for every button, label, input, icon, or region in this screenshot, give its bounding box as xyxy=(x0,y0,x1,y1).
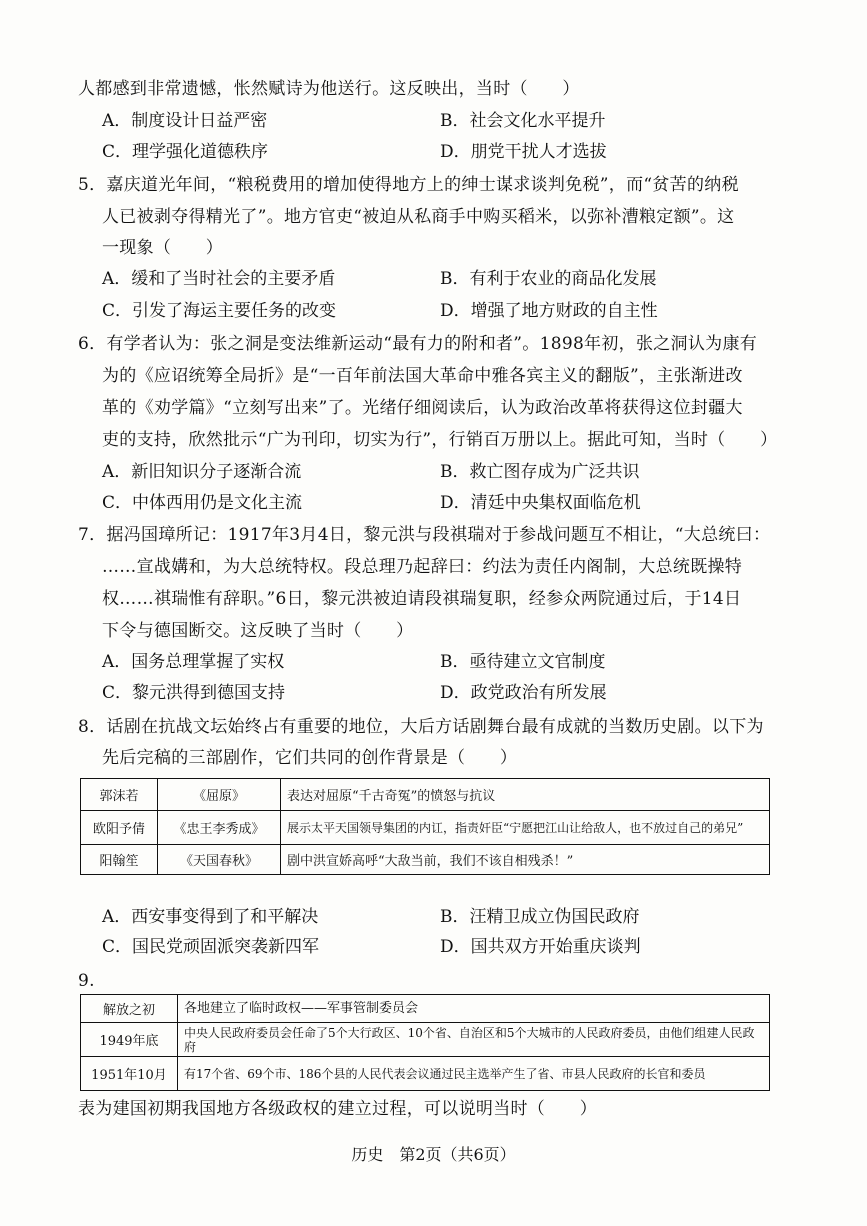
period-cell: 1949年底 xyxy=(81,1023,178,1057)
description-cell: 剧中洪宣娇高呼“大敌当前，我们不该自相残杀！” xyxy=(281,845,770,875)
author-cell: 郭沫若 xyxy=(81,779,158,811)
q9-number: 9. xyxy=(78,971,95,991)
play-title-cell: 《忠王李秀成》 xyxy=(158,811,281,845)
q4-option-a: A．制度设计日益严密 xyxy=(102,111,268,131)
q5-option-d: D．增强了地方财政的自主性 xyxy=(440,301,658,321)
period-cell: 1951年10月 xyxy=(81,1057,178,1091)
play-title-cell: 《屈原》 xyxy=(158,779,281,811)
q4-stem-tail: 人都感到非常遗憾，怅然赋诗为他送行。这反映出，当时（ ） xyxy=(78,79,580,99)
q6-option-b: B．救亡图存成为广泛共识 xyxy=(440,462,640,482)
description-cell: 表达对屈原“千古奇冤”的愤怒与抗议 xyxy=(281,779,770,811)
q8-stem-line-1: 8．话剧在抗战文坛始终占有重要的地位，大后方话剧舞台最有成就的当数历史剧。以下为 xyxy=(78,717,764,737)
q8-option-a: A．西安事变得到了和平解决 xyxy=(102,907,319,927)
page-footer: 历史 第2页（共6页） xyxy=(351,1145,516,1164)
table-row xyxy=(81,1023,770,1057)
table-row xyxy=(81,779,770,811)
q8-option-c: C．国民党顽固派突袭新四军 xyxy=(102,937,320,957)
q6-stem-line-4: 吏的支持，欣然批示“广为刊印，切实为行”，行销百万册以上。据此可知，当时（ ） xyxy=(102,430,778,450)
table-row xyxy=(81,1057,770,1091)
q7-stem-line-2: ……宣战媾和，为大总统特权。段总理乃起辞曰：约法为责任内阁制，大总统既操特 xyxy=(102,557,743,577)
q5-stem-line-1: 5．嘉庆道光年间，“粮税费用的增加使得地方上的绅士谋求谈判免税”，而“贫苦的纳税 xyxy=(78,175,739,195)
q4-option-d: D．朋党干扰人才选拔 xyxy=(440,142,607,162)
q6-stem-line-3: 革的《劝学篇》“立刻写出来”了。光绪仔细阅读后，认为政治改革将获得这位封疆大 xyxy=(102,398,743,418)
author-cell: 欧阳予倩 xyxy=(81,811,158,845)
q5-option-b: B．有利于农业的商品化发展 xyxy=(440,269,657,289)
period-cell: 解放之初 xyxy=(81,995,178,1023)
table-row xyxy=(81,845,770,875)
q6-option-d: D．清廷中央集权面临危机 xyxy=(440,493,641,513)
play-title-cell: 《天国春秋》 xyxy=(158,845,281,875)
q6-option-a: A．新旧知识分子逐渐合流 xyxy=(102,462,302,482)
table-row xyxy=(81,995,770,1023)
q9-table xyxy=(80,994,770,1091)
q5-stem-line-2: 人已被剥夺得精光了”。地方官吏“被迫从私商手中购买稻米，以弥补漕粮定额”。这 xyxy=(102,207,735,227)
q8-option-d: D．国共双方开始重庆谈判 xyxy=(440,937,641,957)
q7-option-c: C．黎元洪得到德国支持 xyxy=(102,683,286,703)
event-cell: 各地建立了临时政权——军事管制委员会 xyxy=(178,995,770,1023)
q7-option-d: D．政党政治有所发展 xyxy=(440,683,607,703)
q6-stem-line-2: 为的《应诏统筹全局折》是“一百年前法国大革命中雅各宾主义的翻版”，主张渐进改 xyxy=(102,366,743,386)
q9-stem-tail: 表为建国初期我国地方各级政权的建立过程，可以说明当时（ ） xyxy=(78,1099,597,1119)
event-cell: 中央人民政府委员会任命了5个大行政区、10个省、自治区和5个大城市的人民政府委员，由他们组建人民政府 xyxy=(178,1023,770,1057)
q4-option-c: C．理学强化道德秩序 xyxy=(102,142,269,162)
q7-stem-line-1: 7．据冯国璋所记：1917年3月4日，黎元洪与段祺瑞对于参战问题互不相让，“大总统曰： xyxy=(78,525,771,545)
q5-option-c: C．引发了海运主要任务的改变 xyxy=(102,301,337,321)
q5-stem-line-3: 一现象（ ） xyxy=(102,238,224,258)
q8-option-b: B．汪精卫成立伪国民政府 xyxy=(440,907,640,927)
q6-stem-line-1: 6．有学者认为：张之洞是变法维新运动“最有力的附和者”。1898年初，张之洞认为康有 xyxy=(78,334,758,354)
author-cell: 阳翰笙 xyxy=(81,845,158,875)
q6-option-c: C．中体西用仍是文化主流 xyxy=(102,493,303,513)
q5-option-a: A．缓和了当时社会的主要矛盾 xyxy=(102,269,336,289)
q8-stem-line-2: 先后完稿的三部剧作，它们共同的创作背景是（ ） xyxy=(102,748,518,768)
event-cell: 有17个省、69个市、186个县的人民代表会议通过民主选举产生了省、市县人民政府的长官和委员 xyxy=(178,1057,770,1091)
table-row xyxy=(81,811,770,845)
q7-stem-line-3: 权……祺瑞惟有辞职。”6日，黎元洪被迫请段祺瑞复职，经参众两院通过后，于14日 xyxy=(102,589,742,609)
description-cell: 展示太平天国领导集团的内讧，指责奸臣“宁愿把江山让给敌人，也不放过自己的弟兄” xyxy=(281,811,770,845)
q7-option-b: B．亟待建立文官制度 xyxy=(440,652,606,672)
q8-table xyxy=(80,778,770,875)
q7-option-a: A．国务总理掌握了实权 xyxy=(102,652,285,672)
q4-option-b: B．社会文化水平提升 xyxy=(440,111,606,131)
q7-stem-line-4: 下令与德国断交。这反映了当时（ ） xyxy=(102,621,414,641)
